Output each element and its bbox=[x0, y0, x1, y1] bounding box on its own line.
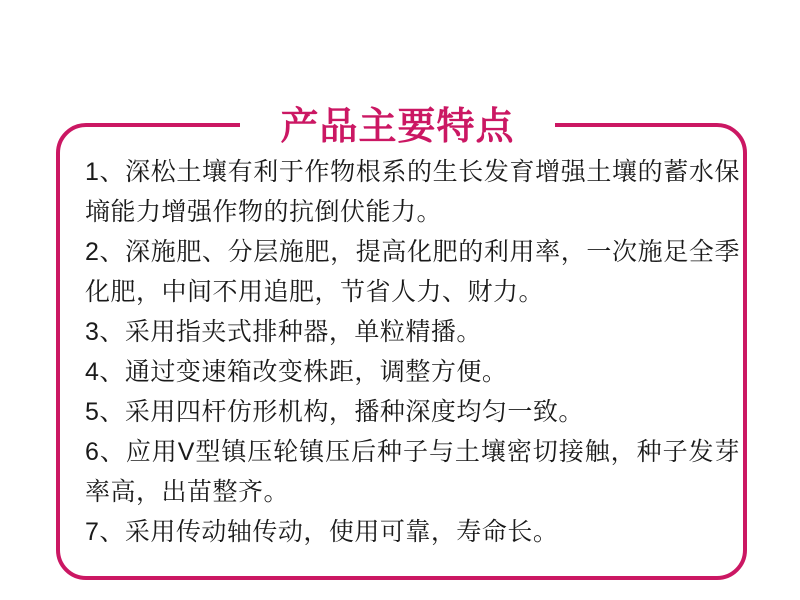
feature-item-1: 1、深松土壤有利于作物根系的生长发育增强土壤的蓄水保墒能力增强作物的抗倒伏能力。 bbox=[85, 158, 740, 226]
feature-item-4: 4、通过变速箱改变株距，调整方便。 bbox=[85, 358, 508, 386]
feature-item-5: 5、采用四杆仿形机构，播种深度均匀一致。 bbox=[85, 398, 584, 426]
feature-item-7: 7、采用传动轴传动，使用可靠，寿命长。 bbox=[85, 518, 559, 546]
title-band bbox=[240, 94, 555, 150]
feature-item-3: 3、采用指夹式排种器，单粒精播。 bbox=[85, 318, 482, 346]
page-title: 产品主要特点 bbox=[280, 105, 515, 148]
feature-list bbox=[85, 152, 740, 552]
feature-item-6: 6、应用V型镇压轮镇压后种子与土壤密切接触，种子发芽率高，出苗整齐。 bbox=[85, 438, 740, 506]
feature-item-2: 2、深施肥、分层施肥，提高化肥的利用率，一次施足全季化肥，中间不用追肥，节省人力、财力。 bbox=[85, 238, 740, 306]
